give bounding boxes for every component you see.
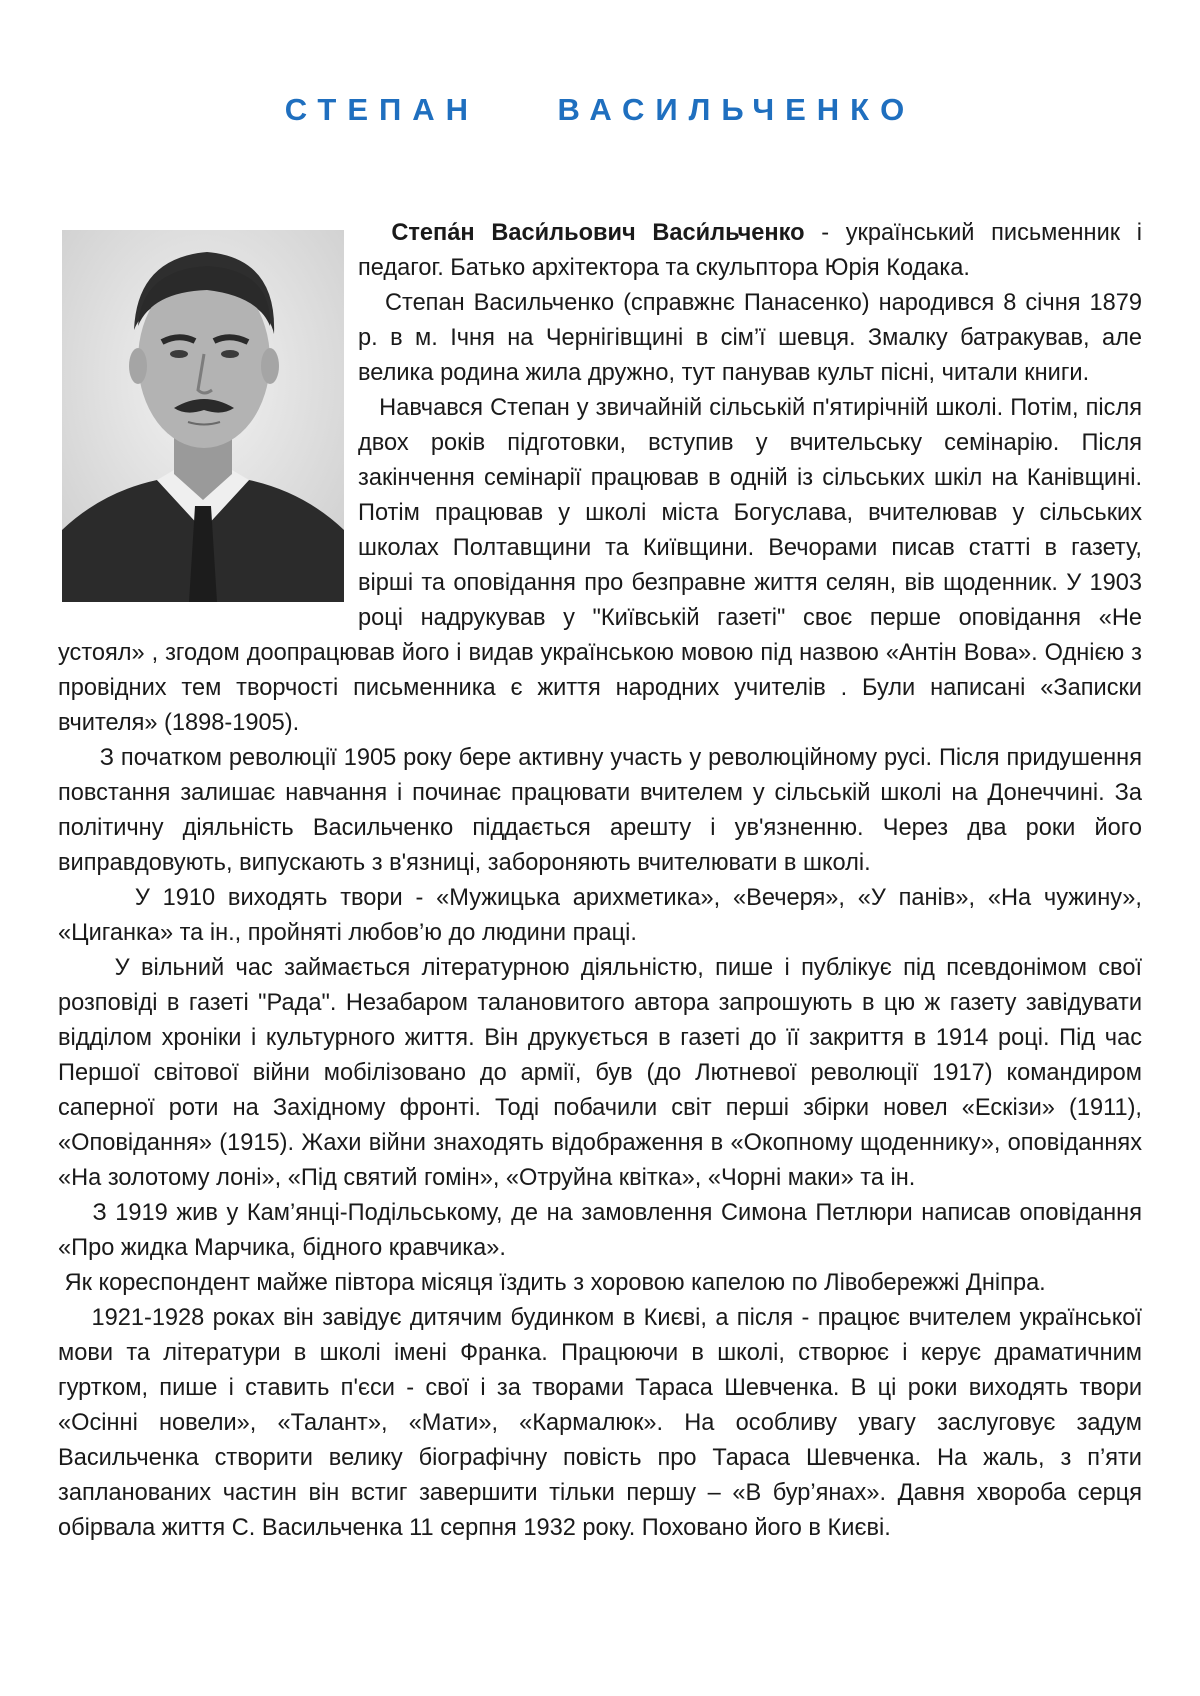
paragraph-2-text: Навчався Степан у звичайній сільській п'ятирічній школі. Потім, після двох років підготовки, вступив у вчительську семінарію. Після закінчення семінарії працював в одній із сільських шкіл на Канівщині. Потім працював у школі міста Богуслава, вчителював у сільських школах Полтавщини та Київщини. Вечорами писав статті в газету, вірші та оповідання про безправне життя селян, вів щоденник. У 1903 році надрукував у "Київській газеті" своє перше оповідання «Не устоял» , згодом доопрацював його і видав українською мовою під назвою «Антін Вова». Однією з провідних тем творчості письменника є життя народних учителів . Були написані «Записки вчителя» (1898-1905).: [58, 395, 1142, 736]
article-body: [58, 216, 1142, 1546]
intro-indent: [358, 220, 391, 246]
portrait-spacer: [58, 216, 358, 616]
paragraph-6-indent: [58, 1200, 92, 1226]
paragraph-3-indent: [58, 745, 100, 771]
paragraph-3: [58, 741, 1142, 881]
paragraph-3-text: З початком революції 1905 року бере активну участь у революційному русі. Після придушення повстання залишає навчання і починає працювати вчителем у сільській школі на Донеччині. За політичну діяльність Васильченко піддається арешту і ув'язненню. Через два роки його виправдовують, випускають з в'язниці, забороняють вчителювати в школі.: [58, 745, 1142, 876]
paragraph-5-text: У вільний час займається літературною діяльністю, пише і публікує під псевдонімом свої розповіді в газеті "Рада". Незабаром талановитого автора запрошують в цю ж газету завідувати відділом хроніки і культурного життя. Він друкується в газеті до її закриття в 1914 році. Під час Першої світової війни мобілізовано до армії, був (до Лютневої революції 1917) командиром саперної роти на Західному фронті. Тоді побачили світ перші збірки новел «Ескізи» (1911), «Оповідання» (1915). Жахи війни знаходять відображення в «Окопному щоденнику», оповіданнях «На золотому лоні», «Під святий гомін», «Отруйна квітка», «Чорні маки» та ін.: [58, 955, 1142, 1191]
paragraph-4-text: У 1910 виходять твори - «Мужицька арихметика», «Вечеря», «У панів», «На чужину», «Циганка» та ін., пройняті любов’ю до людини праці.: [58, 885, 1142, 946]
paragraph-1-text: Степан Васильченко (справжнє Панасенко) народився 8 січня 1879 р. в м. Ічня на Чернігівщині в сім’ї шевця. Змалку батракував, але велика родина жила дружно, тут панував культ пісні, читали книги.: [358, 290, 1142, 386]
paragraph-2-indent: [358, 395, 379, 421]
paragraph-4-indent: [58, 885, 135, 911]
paragraph-4: [58, 881, 1142, 951]
paragraph-5-indent: [58, 955, 115, 981]
paragraph-7-text: Як кореспондент майже півтора місяця їздить з хоровою капелою по Лівобережжі Дніпра.: [64, 1270, 1046, 1296]
paragraph-8-text: 1921-1928 роках він завідує дитячим будинком в Києві, а після - працює вчителем української мови та літератури в школі імені Франка. Працюючи в школі, створює і керує драматичним гуртком, пише і ставить п'єси - свої і за творами Тараса Шевченка. В ці роки виходять твори «Осінні новели», «Талант», «Мати», «Кармалюк». На особливу увагу заслуговує задум Васильченка створити велику біографічну повість про Тараса Шевченка. На жаль, з п’яти запланованих частин він встиг завершити тільки першу – «В бур’янах». Давня хвороба серця обірвала життя С. Васильченка 11 серпня 1932 року. Поховано його в Києві.: [58, 1305, 1142, 1541]
subject-name: Степа́н Васи́льович Васи́льченко: [391, 220, 805, 246]
paragraph-1-indent: [358, 290, 385, 316]
paragraph-8: [58, 1301, 1142, 1546]
paragraph-6: [58, 1196, 1142, 1266]
paragraph-8-indent: [58, 1305, 91, 1331]
page-title: СТЕПАН ВАСИЛЬЧЕНКО: [284, 92, 916, 127]
paragraph-5: [58, 951, 1142, 1196]
paragraph-7: [58, 1266, 1142, 1301]
intro-text: - український письменник і педагог. Батько архітектора та скульптора Юрія Кодака.: [358, 220, 1142, 281]
paragraph-6-text: З 1919 жив у Кам’янці-Подільському, де на замовлення Симона Петлюри написав оповідання «Про жидка Марчика, бідного кравчика».: [58, 1200, 1142, 1261]
